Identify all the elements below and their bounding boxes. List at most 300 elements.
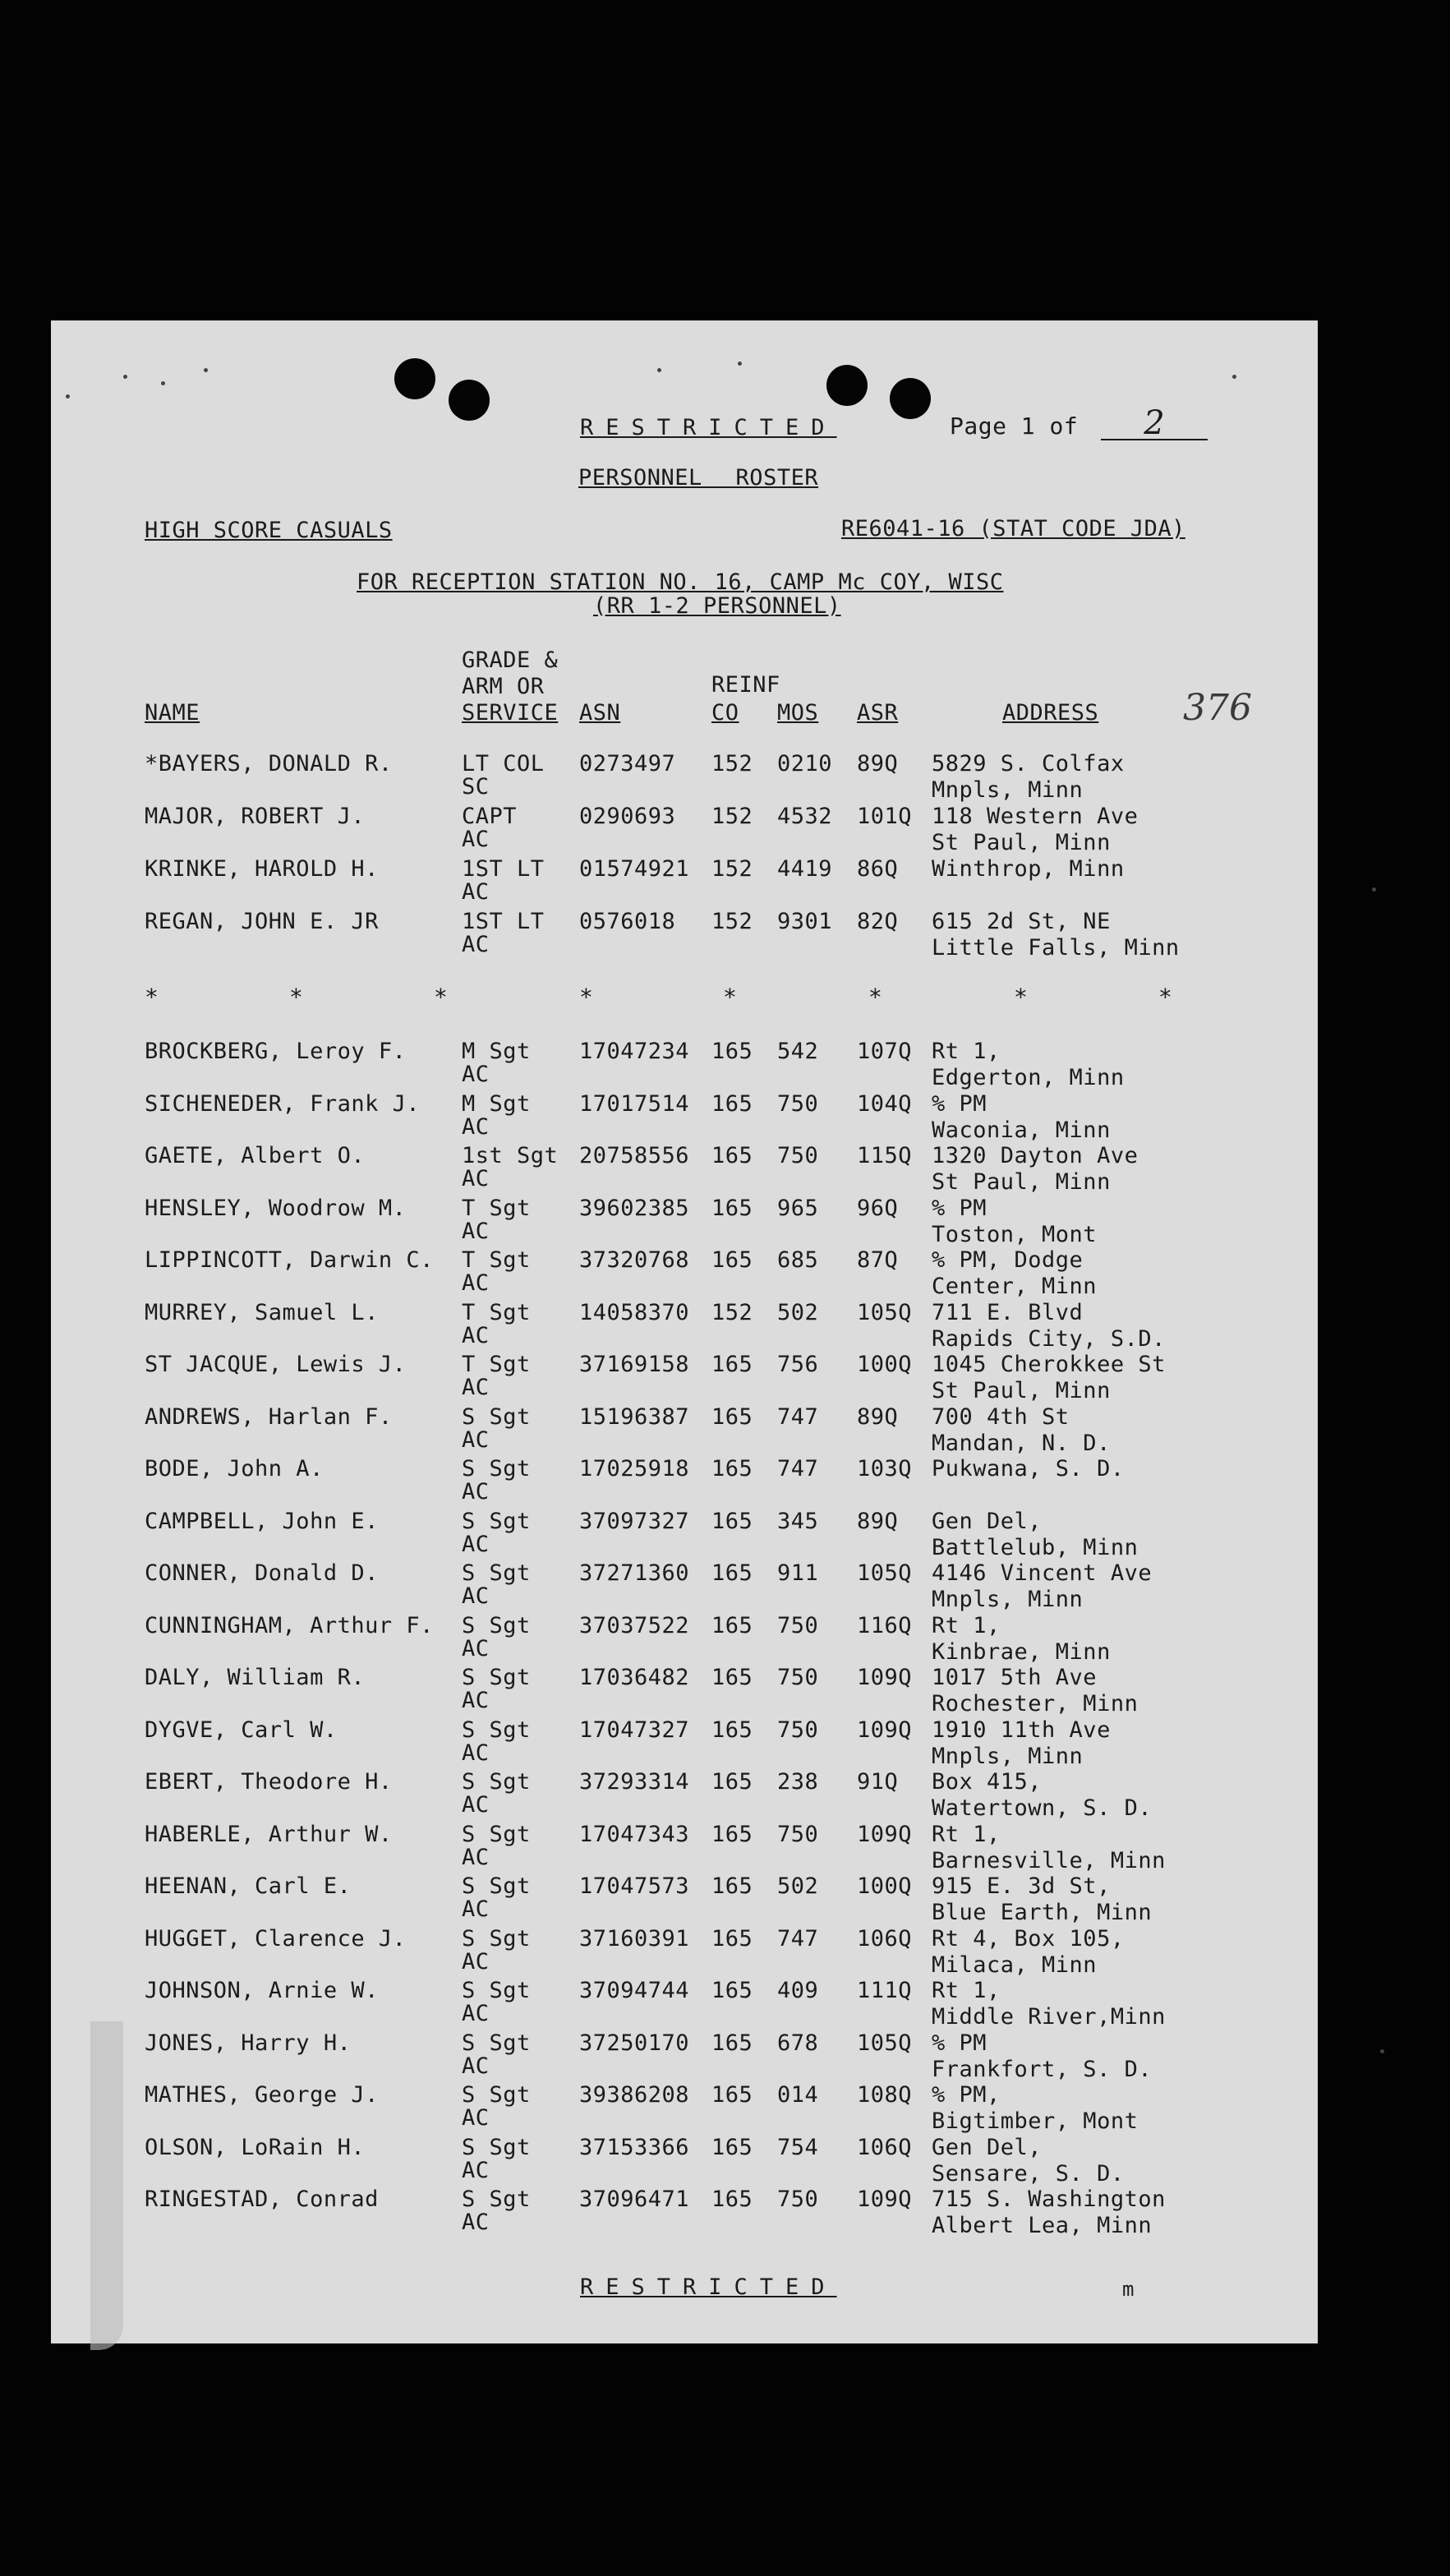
cell-service: AC	[462, 2001, 490, 2026]
cell-address-line-2: Rochester, Minn	[932, 1691, 1139, 1717]
cell-address-line-1: Gen Del,	[932, 2134, 1043, 2160]
cell-address-line-1: % PM,	[932, 2082, 1001, 2108]
cell-address-line-1: Gen Del,	[932, 1508, 1043, 1534]
cell-asr: 108Q	[857, 2082, 913, 2108]
cell-mos: 4419	[777, 856, 833, 882]
header-co: CO	[711, 700, 739, 726]
cell-service: AC	[462, 1896, 490, 1922]
cell-asr: 104Q	[857, 1090, 913, 1117]
cell-address-line-2: Watertown, S. D.	[932, 1795, 1153, 1821]
cell-asn: 17047573	[579, 1873, 690, 1899]
cell-asn: 39602385	[579, 1195, 690, 1221]
cell-co: 165	[711, 1873, 753, 1899]
cell-mos: 678	[777, 2030, 819, 2056]
punch-hole	[394, 358, 435, 399]
separator-star: *	[289, 984, 304, 1011]
cell-asr: 87Q	[857, 1247, 899, 1273]
cell-asn: 14058370	[579, 1299, 690, 1325]
cell-name: DYGVE, Carl W.	[145, 1717, 338, 1743]
punch-hole	[449, 380, 490, 421]
cell-name: MURREY, Samuel L.	[145, 1299, 379, 1325]
cell-address-line-2: Kinbrae, Minn	[932, 1638, 1111, 1665]
cell-mos: 747	[777, 1403, 819, 1430]
cell-address-line-1: 1045 Cherokkee St	[932, 1352, 1166, 1377]
cell-asr: 91Q	[857, 1769, 899, 1795]
cell-grade: 1ST LT	[462, 909, 545, 934]
cell-grade: M Sgt	[462, 1090, 531, 1117]
cell-asr: 109Q	[857, 2187, 913, 2212]
cell-asr: 105Q	[857, 1560, 913, 1586]
cell-asr: 109Q	[857, 1717, 913, 1743]
cell-address-line-2: Rapids City, S.D.	[932, 1325, 1166, 1352]
cell-address-line-1: % PM, Dodge	[932, 1247, 1084, 1273]
cell-name: CUNNINGHAM, Arthur F.	[145, 1612, 434, 1638]
table-row	[0, 1456, 1450, 1509]
cell-co: 165	[711, 2082, 753, 2108]
cell-asn: 37250170	[579, 2030, 690, 2056]
handwritten-number: 376	[1183, 687, 1252, 729]
cell-service: AC	[462, 1688, 490, 1713]
cell-mos: 409	[777, 1978, 819, 2003]
cell-name: *BAYERS, DONALD R.	[145, 751, 393, 776]
cell-name: CAMPBELL, John E.	[145, 1508, 379, 1534]
separator-star: *	[579, 984, 594, 1011]
unit-name: HIGH SCORE CASUALS	[145, 518, 393, 543]
cell-address-line-2: Middle River,Minn	[932, 2004, 1166, 2030]
cell-asn: 37037522	[579, 1612, 690, 1638]
cell-name: MAJOR, ROBERT J.	[145, 804, 366, 829]
cell-address-line-2: Milaca, Minn	[932, 1952, 1098, 1978]
cell-service: AC	[462, 827, 490, 852]
cell-co: 152	[711, 751, 753, 776]
cell-co: 165	[711, 1821, 753, 1847]
cell-service: AC	[462, 1113, 490, 1140]
cell-name: JOHNSON, Arnie W.	[145, 1978, 379, 2003]
cell-mos: 756	[777, 1352, 819, 1377]
header-mos: MOS	[777, 700, 819, 726]
cell-address-line-1: 715 S. Washington	[932, 2187, 1166, 2212]
cell-asn: 37293314	[579, 1769, 690, 1795]
cell-mos: 750	[777, 1665, 819, 1690]
cell-grade: S Sgt	[462, 1717, 531, 1743]
cell-mos: 502	[777, 1299, 819, 1325]
cell-address-line-2: Blue Earth, Minn	[932, 1900, 1153, 1925]
cell-address-line-2: St Paul, Minn	[932, 1378, 1111, 1403]
cell-asn: 0576018	[579, 909, 676, 934]
header-reinf: REINF	[711, 672, 780, 698]
table-row	[0, 1560, 1450, 1613]
cell-name: REGAN, JOHN E. JR	[145, 909, 379, 934]
cell-asn: 17047327	[579, 1717, 690, 1743]
cell-address-line-1: % PM	[932, 2030, 987, 2056]
cell-address-line-2: Mandan, N. D.	[932, 1430, 1111, 1456]
cell-mos: 750	[777, 1821, 819, 1847]
cell-name: BODE, John A.	[145, 1456, 324, 1482]
cell-address-line-2: Mnpls, Minn	[932, 1743, 1084, 1769]
cell-address-line-1: 1910 11th Ave	[932, 1717, 1111, 1743]
cell-co: 165	[711, 1769, 753, 1795]
punch-hole	[890, 378, 931, 419]
cell-name: JONES, Harry H.	[145, 2030, 352, 2056]
cell-grade: S Sgt	[462, 2134, 531, 2160]
cell-asr: 103Q	[857, 1456, 913, 1482]
cell-mos: 750	[777, 1717, 819, 1743]
cell-grade: S Sgt	[462, 1665, 531, 1690]
cell-co: 165	[711, 1508, 753, 1534]
cell-service: AC	[462, 1948, 490, 1975]
cell-service: AC	[462, 1844, 490, 1870]
cell-grade: S Sgt	[462, 1456, 531, 1482]
cell-grade: T Sgt	[462, 1195, 531, 1221]
cell-co: 152	[711, 1299, 753, 1325]
cell-asr: 100Q	[857, 1352, 913, 1377]
cell-name: MATHES, George J.	[145, 2082, 379, 2108]
cell-asr: 105Q	[857, 1299, 913, 1325]
cell-name: DALY, William R.	[145, 1665, 366, 1690]
cell-grade: S Sgt	[462, 1821, 531, 1847]
cell-co: 152	[711, 909, 753, 934]
cell-address-line-2: Barnesville, Minn	[932, 1847, 1166, 1873]
cell-service: AC	[462, 1218, 490, 1244]
cell-co: 165	[711, 2187, 753, 2212]
table-row	[0, 2135, 1450, 2187]
cell-service: AC	[462, 2210, 490, 2235]
unit-code: RE6041-16 (STAT CODE JDA)	[841, 516, 1185, 541]
cell-co: 165	[711, 1665, 753, 1690]
cell-co: 165	[711, 1039, 753, 1064]
table-row	[0, 2187, 1450, 2239]
cell-mos: 750	[777, 2187, 819, 2212]
cell-co: 165	[711, 1143, 753, 1168]
cell-address-line-1: Rt 1,	[932, 1039, 1001, 1064]
cell-mos: 4532	[777, 804, 833, 829]
cell-service: AC	[462, 2105, 490, 2131]
table-row	[0, 1352, 1450, 1404]
table-row	[0, 1509, 1450, 1561]
cell-mos: 747	[777, 1456, 819, 1482]
page-total: 2	[1101, 411, 1208, 440]
cell-asr: 101Q	[857, 804, 913, 829]
table-row	[0, 1143, 1450, 1196]
cell-address-line-1: 700 4th St	[932, 1403, 1070, 1430]
cell-address-line-1: Rt 1,	[932, 1612, 1001, 1638]
cell-service: AC	[462, 1792, 490, 1818]
cell-mos: 750	[777, 1612, 819, 1638]
cell-mos: 502	[777, 1873, 819, 1899]
cell-address-line-1: Winthrop, Minn	[932, 856, 1125, 882]
cell-name: HUGGET, Clarence J.	[145, 1925, 407, 1952]
cell-asr: 109Q	[857, 1665, 913, 1690]
cell-co: 165	[711, 1560, 753, 1586]
cell-co: 165	[711, 1612, 753, 1638]
cell-asr: 116Q	[857, 1612, 913, 1638]
table-row	[0, 856, 1450, 909]
cell-mos: 747	[777, 1925, 819, 1952]
cell-asn: 37096471	[579, 2187, 690, 2212]
cell-address-line-2: Mnpls, Minn	[932, 777, 1084, 803]
cell-asn: 20758556	[579, 1143, 690, 1168]
cell-mos: 238	[777, 1769, 819, 1795]
cell-service: AC	[462, 1166, 490, 1191]
page-label: Page 1 of	[950, 412, 1079, 440]
cell-address-line-1: 1017 5th Ave	[932, 1665, 1098, 1690]
cell-name: ANDREWS, Harlan F.	[145, 1403, 393, 1430]
cell-asr: 111Q	[857, 1978, 913, 2003]
cell-address-line-1: 4146 Vincent Ave	[932, 1560, 1153, 1586]
cell-asn: 37097327	[579, 1508, 690, 1534]
cell-service: AC	[462, 1583, 490, 1609]
table-row	[0, 2030, 1450, 2083]
cell-co: 165	[711, 1403, 753, 1430]
cell-name: KRINKE, HAROLD H.	[145, 856, 379, 882]
cell-name: HABERLE, Arthur W.	[145, 1821, 393, 1847]
cell-grade: S Sgt	[462, 2082, 531, 2108]
table-row	[0, 1717, 1450, 1770]
cell-name: EBERT, Theodore H.	[145, 1769, 393, 1795]
cell-address-line-2: Waconia, Minn	[932, 1117, 1111, 1143]
punch-hole	[826, 365, 868, 406]
cell-address-line-1: % PM	[932, 1090, 987, 1117]
cell-asn: 15196387	[579, 1403, 690, 1430]
cell-grade: LT COL	[462, 751, 545, 776]
separator-star: *	[1014, 984, 1029, 1011]
cell-grade: S Sgt	[462, 1560, 531, 1586]
table-row	[0, 1091, 1450, 1144]
cell-service: AC	[462, 879, 490, 905]
cell-asr: 109Q	[857, 1821, 913, 1847]
cell-address-line-2: Toston, Mont	[932, 1221, 1098, 1247]
table-row	[0, 1196, 1450, 1248]
cell-asn: 0273497	[579, 751, 676, 776]
cell-asn: 37153366	[579, 2134, 690, 2160]
cell-asr: 115Q	[857, 1143, 913, 1168]
cell-service: AC	[462, 1531, 490, 1557]
separator-star: *	[434, 984, 449, 1011]
cell-service: AC	[462, 2157, 490, 2183]
cell-grade: T Sgt	[462, 1299, 531, 1325]
classification-top: RESTRICTED	[580, 415, 837, 440]
cell-co: 165	[711, 1456, 753, 1482]
cell-asn: 39386208	[579, 2082, 690, 2108]
cell-grade: S Sgt	[462, 1978, 531, 2003]
cell-name: HENSLEY, Woodrow M.	[145, 1195, 407, 1221]
cell-address-line-1: Rt 1,	[932, 1978, 1001, 2003]
cell-asn: 37169158	[579, 1352, 690, 1377]
cell-service: AC	[462, 2053, 490, 2079]
cell-asr: 106Q	[857, 1925, 913, 1952]
cell-service: AC	[462, 1270, 490, 1296]
cell-asn: 37320768	[579, 1247, 690, 1273]
cell-co: 165	[711, 2030, 753, 2056]
cell-service: AC	[462, 1322, 490, 1348]
cell-asr: 96Q	[857, 1195, 899, 1221]
header-asr: ASR	[857, 700, 899, 726]
cell-name: RINGESTAD, Conrad	[145, 2187, 379, 2212]
document-title: PERSONNEL ROSTER	[578, 465, 819, 491]
cell-co: 165	[711, 1925, 753, 1952]
cell-grade: S Sgt	[462, 1612, 531, 1638]
cell-address-line-1: 711 E. Blvd	[932, 1299, 1084, 1325]
cell-name: SICHENEDER, Frank J.	[145, 1090, 421, 1117]
cell-grade: S Sgt	[462, 2030, 531, 2056]
table-row	[0, 1404, 1450, 1457]
table-row	[0, 1613, 1450, 1666]
cell-co: 165	[711, 1352, 753, 1377]
cell-address-line-1: 5829 S. Colfax	[932, 751, 1125, 776]
cell-mos: 750	[777, 1090, 819, 1117]
cell-mos: 014	[777, 2082, 819, 2108]
cell-grade: CAPT	[462, 804, 518, 829]
cell-asn: 37160391	[579, 1925, 690, 1952]
cell-name: CONNER, Donald D.	[145, 1560, 379, 1586]
cell-asr: 106Q	[857, 2134, 913, 2160]
cell-co: 165	[711, 1090, 753, 1117]
cell-grade: S Sgt	[462, 1508, 531, 1534]
cell-address-line-1: 1320 Dayton Ave	[932, 1143, 1139, 1168]
cell-co: 165	[711, 1195, 753, 1221]
cell-asn: 37271360	[579, 1560, 690, 1586]
cell-mos: 965	[777, 1195, 819, 1221]
cell-address-line-1: Pukwana, S. D.	[932, 1456, 1125, 1482]
header-grade-2: ARM OR	[462, 674, 545, 699]
cell-asr: 89Q	[857, 751, 899, 776]
separator-star: *	[1158, 984, 1173, 1011]
cell-name: GAETE, Albert O.	[145, 1143, 366, 1168]
cell-service: SC	[462, 774, 490, 800]
cell-address-line-1: 615 2d St, NE	[932, 909, 1111, 934]
classification-bottom: RESTRICTED	[580, 2274, 837, 2300]
cell-asn: 17047343	[579, 1821, 690, 1847]
table-row	[0, 909, 1450, 961]
cell-address-line-1: Box 415,	[932, 1769, 1043, 1795]
cell-co: 165	[711, 1717, 753, 1743]
cell-address-line-2: Center, Minn	[932, 1274, 1098, 1299]
cell-grade: S Sgt	[462, 1925, 531, 1952]
cell-address-line-1: 118 Western Ave	[932, 804, 1139, 829]
cell-grade: S Sgt	[462, 1873, 531, 1899]
cell-name: HEENAN, Carl E.	[145, 1873, 352, 1899]
cell-mos: 911	[777, 1560, 819, 1586]
cell-address-line-1: 915 E. 3d St,	[932, 1873, 1111, 1899]
header-grade-1: GRADE &	[462, 647, 559, 673]
table-row	[0, 1665, 1450, 1717]
cell-address-line-2: St Paul, Minn	[932, 830, 1111, 855]
cell-asn: 17036482	[579, 1665, 690, 1690]
separator-star: *	[145, 984, 159, 1011]
cell-asn: 17017514	[579, 1090, 690, 1117]
cell-co: 165	[711, 1247, 753, 1273]
header-asn: ASN	[579, 700, 621, 726]
cell-address-line-1: Rt 4, Box 105,	[932, 1925, 1125, 1952]
cell-grade: S Sgt	[462, 1769, 531, 1795]
table-row	[0, 1247, 1450, 1300]
cell-co: 152	[711, 856, 753, 882]
cell-service: AC	[462, 1479, 490, 1505]
cell-address-line-2: Frankfort, S. D.	[932, 2056, 1153, 2082]
cell-mos: 750	[777, 1143, 819, 1168]
cell-co: 165	[711, 1978, 753, 2003]
separator-star: *	[723, 984, 738, 1011]
cell-grade: T Sgt	[462, 1352, 531, 1377]
table-row	[0, 804, 1450, 856]
cell-address-line-2: Little Falls, Minn	[932, 935, 1180, 961]
cell-grade: S Sgt	[462, 1403, 531, 1430]
destination: FOR RECEPTION STATION NO. 16, CAMP Mc COY, WISC	[357, 569, 1004, 595]
cell-address-line-2: Edgerton, Minn	[932, 1065, 1125, 1090]
cell-grade: 1st Sgt	[462, 1143, 559, 1168]
cell-asr: 86Q	[857, 856, 899, 882]
cell-mos: 345	[777, 1508, 819, 1534]
cell-grade: S Sgt	[462, 2187, 531, 2212]
cell-mos: 542	[777, 1039, 819, 1064]
cell-service: AC	[462, 932, 490, 957]
table-row	[0, 1039, 1450, 1091]
cell-address-line-1: % PM	[932, 1195, 987, 1221]
table-row	[0, 1300, 1450, 1353]
cell-address-line-2: Sensare, S. D.	[932, 2160, 1125, 2187]
cell-mos: 754	[777, 2134, 819, 2160]
cell-service: AC	[462, 1426, 490, 1453]
table-row	[0, 1926, 1450, 1979]
cell-address-line-2: Bigtimber, Mont	[932, 2108, 1139, 2134]
cell-asn: 01574921	[579, 856, 690, 882]
cell-service: AC	[462, 1375, 490, 1400]
separator-star: *	[868, 984, 883, 1011]
cell-asr: 82Q	[857, 909, 899, 934]
cell-co: 165	[711, 2134, 753, 2160]
subtitle: (RR 1-2 PERSONNEL)	[593, 593, 841, 619]
cell-co: 152	[711, 804, 753, 829]
cell-grade: 1ST LT	[462, 856, 545, 882]
header-address: ADDRESS	[1002, 700, 1099, 726]
cell-asn: 17025918	[579, 1456, 690, 1482]
cell-address-line-2: St Paul, Minn	[932, 1169, 1111, 1195]
cell-asr: 107Q	[857, 1039, 913, 1064]
cell-mos: 9301	[777, 909, 833, 934]
header-grade-3: SERVICE	[462, 700, 559, 726]
cell-address-line-2: Mnpls, Minn	[932, 1587, 1084, 1612]
cell-service: AC	[462, 1635, 490, 1661]
cell-address-line-2: Battlelub, Minn	[932, 1534, 1139, 1560]
cell-name: LIPPINCOTT, Darwin C.	[145, 1247, 434, 1273]
cell-grade: M Sgt	[462, 1039, 531, 1064]
cell-asn: 37094744	[579, 1978, 690, 2003]
table-row	[0, 1769, 1450, 1822]
cell-asr: 100Q	[857, 1873, 913, 1899]
cell-service: AC	[462, 1740, 490, 1766]
cell-asn: 0290693	[579, 804, 676, 829]
table-row	[0, 1978, 1450, 2030]
header-name: NAME	[145, 700, 200, 726]
cell-mos: 0210	[777, 751, 833, 776]
table-row	[0, 751, 1450, 804]
table-row	[0, 1873, 1450, 1926]
table-row	[0, 2082, 1450, 2135]
cell-asr: 89Q	[857, 1403, 899, 1430]
cell-name: BROCKBERG, Leroy F.	[145, 1039, 407, 1064]
cell-name: ST JACQUE, Lewis J.	[145, 1352, 407, 1377]
cell-name: OLSON, LoRain H.	[145, 2134, 366, 2160]
footer-mark: m	[1122, 2278, 1135, 2301]
cell-grade: T Sgt	[462, 1247, 531, 1273]
cell-asr: 89Q	[857, 1508, 899, 1534]
cell-asn: 17047234	[579, 1039, 690, 1064]
cell-mos: 685	[777, 1247, 819, 1273]
cell-service: AC	[462, 1062, 490, 1087]
table-row	[0, 1822, 1450, 1874]
cell-address-line-2: Albert Lea, Minn	[932, 2213, 1153, 2238]
cell-asr: 105Q	[857, 2030, 913, 2056]
